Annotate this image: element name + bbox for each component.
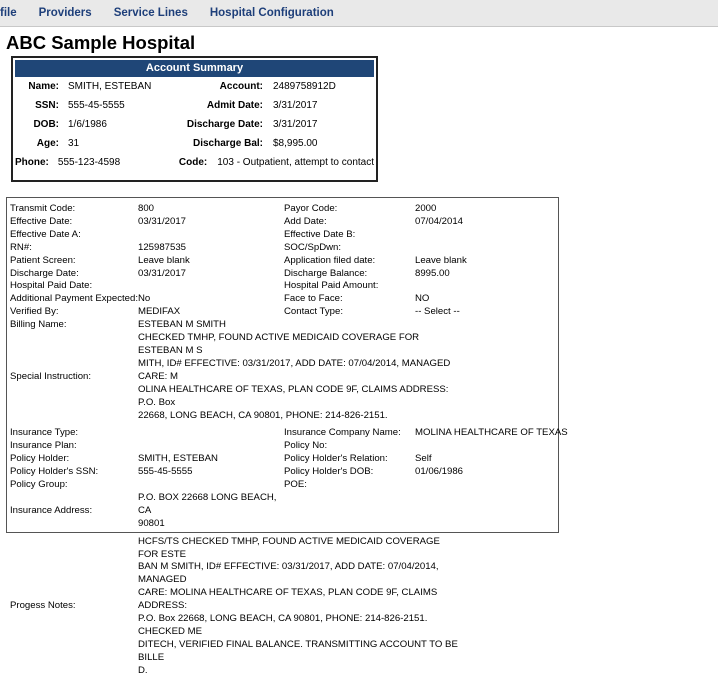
policy-holder-relation-value: Self xyxy=(415,453,432,465)
policy-group-value xyxy=(138,479,284,492)
detail-row xyxy=(7,306,558,319)
summary-label: Admit Date: xyxy=(206,100,263,111)
payor-code-label: Payor Code: xyxy=(284,203,338,214)
contact-type-label: Contact Type: xyxy=(284,306,344,318)
policy-holder-value: SMITH, ESTEBAN xyxy=(138,453,218,465)
menu-service-lines[interactable]: Service Lines xyxy=(113,7,188,19)
detail-row xyxy=(7,479,558,492)
verified-by-label: Verified By: xyxy=(10,306,59,318)
policy-holder-ssn-value: 555-45-5555 xyxy=(138,466,193,478)
summary-row-phone xyxy=(15,153,374,172)
summary-label: Phone: xyxy=(15,157,49,168)
add-date-label: Add Date: xyxy=(284,215,327,227)
detail-row xyxy=(7,427,568,440)
policy-group-label: Policy Group: xyxy=(10,479,68,491)
detail-row xyxy=(7,255,558,268)
summary-value: 1/6/1986 xyxy=(68,119,107,130)
summary-value: 3/31/2017 xyxy=(273,100,318,111)
detail-row xyxy=(7,293,558,306)
effective-date-a-value xyxy=(138,229,284,242)
insurance-address-label: Insurance Address: xyxy=(10,504,93,516)
detail-row xyxy=(7,242,558,255)
summary-label: DOB: xyxy=(33,119,59,130)
hospital-paid-amount-label: Hospital Paid Amount: xyxy=(284,280,379,292)
payor-code-value: 2000 xyxy=(415,203,437,214)
billing-name-value: ESTEBAN M SMITH xyxy=(138,319,226,331)
summary-value: 555-45-5555 xyxy=(68,100,125,111)
poe-value xyxy=(415,479,555,492)
hospital-paid-date-value xyxy=(138,280,284,293)
progress-notes-value: HCFS/TS CHECKED TMHP, FOUND ACTIVE MEDICAID COVERAGE FOR ESTE BAN M SMITH, ID# EFFECTIVE: 03/31/2017, ADD DATE: 07/04/2014, MANAGED CARE: MOLINA HEALTHCARE OF TEXAS, PLAN CODE 9F, CLAIMS ADDRESS: P.O. Box 22668, LONG BEACH, CA 90801, PHONE: 214-826-2151. CHECKED ME DITECH, VERIFIED FINAL BALANCE. TRANSMITTING ACCOUNT TO BE BILLE D. xyxy=(138,535,458,676)
effective-date-b-value xyxy=(415,229,555,242)
discharge-date-label: Discharge Date: xyxy=(10,267,79,279)
insurance-company-name-value: MOLINA HEALTHCARE OF TEXAS xyxy=(415,427,568,439)
discharge-balance-label: Discharge Balance: xyxy=(284,267,368,279)
menu-bar xyxy=(0,0,718,27)
special-instruction-label: Special Instruction: xyxy=(10,370,92,382)
transmit-code-label: Transmit Code: xyxy=(10,203,76,214)
detail-row xyxy=(7,332,558,422)
policy-no-value xyxy=(415,440,555,453)
effective-date-b-label: Effective Date B: xyxy=(284,228,356,240)
summary-value: SMITH, ESTEBAN xyxy=(68,81,152,92)
insurance-plan-label: Insurance Plan: xyxy=(10,440,77,452)
summary-row-ssn xyxy=(15,96,374,115)
policy-holder-dob-label: Policy Holder's DOB: xyxy=(284,466,374,478)
summary-label: SSN: xyxy=(35,100,59,111)
hospital-paid-date-label: Hospital Paid Date: xyxy=(10,280,93,292)
account-summary-header: Account Summary xyxy=(15,60,374,77)
patient-screen-value: Leave blank xyxy=(138,254,190,266)
progress-notes-label: Progess Notes: xyxy=(10,600,76,612)
effective-date-a-label: Effective Date A: xyxy=(10,228,81,240)
account-details-panel xyxy=(6,197,568,676)
detail-row xyxy=(7,229,558,242)
face-to-face-label: Face to Face: xyxy=(284,293,343,305)
summary-label: Age: xyxy=(36,138,59,149)
insurance-address-value: P.O. BOX 22668 LONG BEACH, CA 90801 xyxy=(138,491,277,529)
patient-screen-label: Patient Screen: xyxy=(10,254,76,266)
detail-row xyxy=(7,216,558,229)
special-instruction-value: CHECKED TMHP, FOUND ACTIVE MEDICAID COVERAGE FOR ESTEBAN M S MITH, ID# EFFECTIVE: 03/31/2017, ADD DATE: 07/04/2014, MANAGED CARE: M OLINA HEALTHCARE OF TEXAS, PLAN CODE 9F, CLAIMS ADDRESS: P.O. Box 22668, LONG BEACH, CA 90801, PHONE: 214-826-2151. xyxy=(138,332,451,421)
summary-label: Discharge Date: xyxy=(186,119,263,130)
detail-row xyxy=(7,466,558,479)
page-title: ABC Sample Hospital xyxy=(6,32,196,53)
summary-label: Account: xyxy=(219,81,263,92)
discharge-date-value: 03/31/2017 xyxy=(138,267,187,279)
detail-row xyxy=(7,536,558,678)
summary-value: 2489758912D xyxy=(273,81,336,92)
menu-file[interactable]: file xyxy=(0,7,17,19)
poe-label: POE: xyxy=(284,479,307,491)
summary-value: 555-123-4598 xyxy=(57,157,121,168)
rn-value: 125987535 xyxy=(138,241,187,253)
policy-holder-relation-label: Policy Holder's Relation: xyxy=(284,453,388,465)
application-filed-date-label: Application filed date: xyxy=(284,254,376,266)
account-summary-panel xyxy=(11,56,378,182)
summary-value: 3/31/2017 xyxy=(273,119,318,130)
detail-row xyxy=(7,280,558,293)
verified-by-value: MEDIFAX xyxy=(138,306,181,318)
insurance-type-value xyxy=(138,427,284,440)
billing-name-label: Billing Name: xyxy=(10,319,67,331)
face-to-face-value: NO xyxy=(415,293,430,305)
rn-label: RN#: xyxy=(10,241,32,253)
add-date-value: 07/04/2014 xyxy=(415,215,464,227)
summary-label: Discharge Bal: xyxy=(192,138,263,149)
menu-providers[interactable]: Providers xyxy=(38,7,92,19)
hospital-paid-amount-value xyxy=(415,280,555,293)
policy-holder-ssn-label: Policy Holder's SSN: xyxy=(10,466,99,478)
contact-type-select[interactable]: -- Select -- xyxy=(415,306,460,318)
detail-row xyxy=(7,203,558,216)
policy-no-label: Policy No: xyxy=(284,440,328,452)
insurance-plan-value xyxy=(138,440,284,453)
soc-spdwn-value xyxy=(415,242,555,255)
transmit-code-value: 800 xyxy=(138,203,155,214)
summary-label: Name: xyxy=(28,81,59,92)
detail-row xyxy=(7,268,558,281)
summary-value: 103 - Outpatient, attempt to contact xyxy=(217,157,374,168)
policy-holder-label: Policy Holder: xyxy=(10,453,70,465)
summary-row-dob xyxy=(15,115,374,134)
application-filed-date-value: Leave blank xyxy=(415,254,467,266)
summary-row-name xyxy=(15,77,374,96)
detail-row xyxy=(7,319,558,332)
effective-date-value: 03/31/2017 xyxy=(138,215,187,227)
summary-label: Code: xyxy=(178,157,208,168)
detail-row xyxy=(7,453,558,466)
policy-holder-dob-value: 01/06/1986 xyxy=(415,466,464,478)
insurance-company-name-label: Insurance Company Name: xyxy=(284,427,401,439)
summary-value: $8,995.00 xyxy=(273,138,318,149)
detail-row xyxy=(7,440,558,453)
additional-payment-value: No xyxy=(138,293,151,305)
menu-hospital-configuration[interactable]: Hospital Configuration xyxy=(209,7,334,19)
effective-date-label: Effective Date: xyxy=(10,215,73,227)
soc-spdwn-label: SOC/SpDwn: xyxy=(284,241,342,253)
discharge-balance-value: 8995.00 xyxy=(415,267,450,279)
additional-payment-label: Additional Payment Expected: xyxy=(10,293,138,305)
summary-row-age xyxy=(15,134,374,153)
detail-row xyxy=(7,492,558,531)
insurance-type-label: Insurance Type: xyxy=(10,427,79,439)
summary-value: 31 xyxy=(68,138,80,149)
